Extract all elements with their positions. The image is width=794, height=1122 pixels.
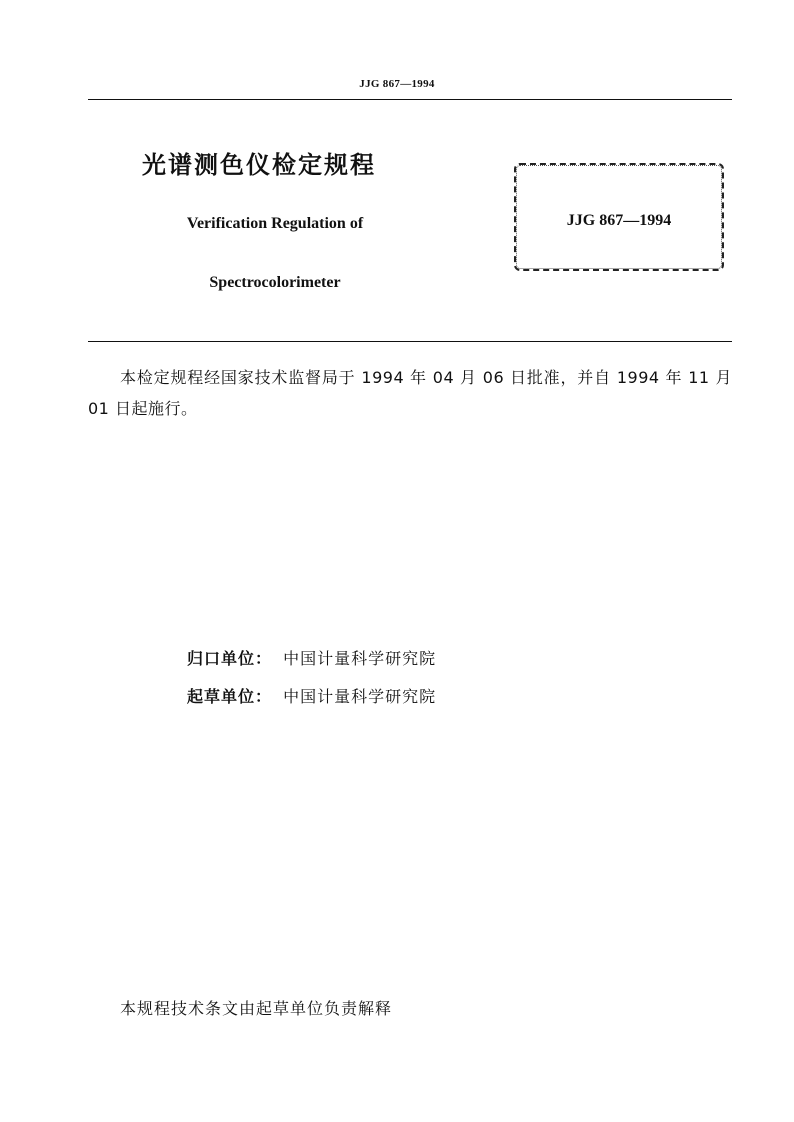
responsible-unit-value: 中国计量科学研究院: [283, 649, 437, 668]
approval-statement: 本检定规程经国家技术监督局于 1994 年 04 月 06 日批准，并自 1994 年 11 月 01 日起施行。: [88, 368, 732, 418]
section-rule: [88, 341, 732, 342]
standard-code: JJG 867—1994: [566, 212, 672, 229]
header-rule: [88, 99, 732, 100]
title-english-line-1: Verification Regulation of: [186, 215, 364, 232]
responsible-unit-label: 归口单位：: [186, 649, 272, 668]
title-chinese: 光谱测色仪检定规程: [142, 151, 376, 179]
drafting-unit-value: 中国计量科学研究院: [283, 687, 437, 706]
title-english-line-2: Spectrocolorimeter: [209, 274, 341, 291]
drafting-unit-label: 起草单位：: [186, 687, 272, 706]
standard-code-box: [514, 163, 724, 271]
responsible-unit-row: [148, 646, 436, 669]
header-standard-code: JJG 867—1994: [359, 78, 435, 90]
interpretation-note: 本规程技术条文由起草单位负责解释: [120, 999, 393, 1018]
drafting-unit-row: [148, 684, 436, 707]
